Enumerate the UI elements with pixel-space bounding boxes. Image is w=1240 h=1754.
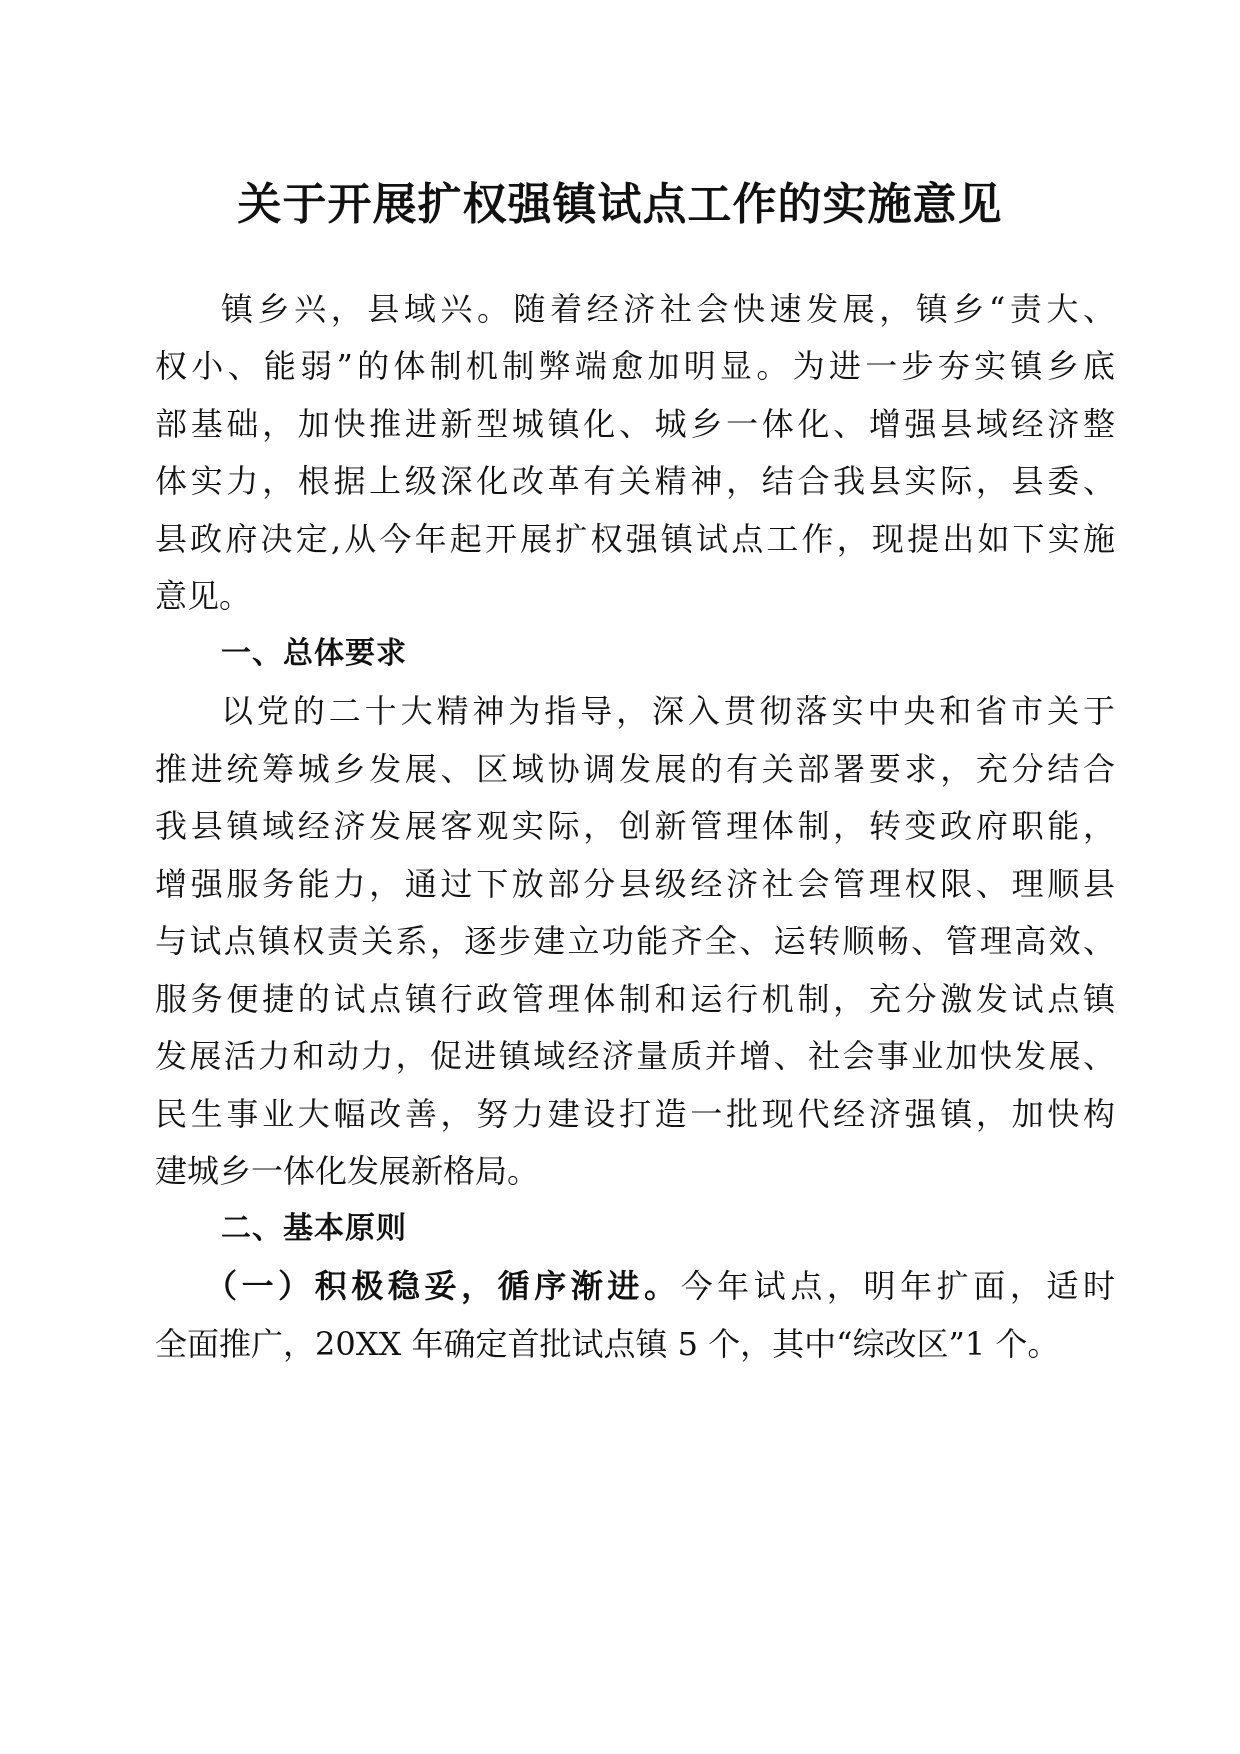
paragraph-line: 推进统筹城乡发展、区域协调发展的有关部署要求，充分结合 [155,750,1115,788]
section-heading: 二、基本原则 [221,1211,407,1246]
paragraph-line: 服务便捷的试点镇行政管理体制和运行机制，充分激发试点镇 [155,980,1115,1018]
paragraph-line: 以党的二十大精神为指导，深入贯彻落实中央和省市关于 [221,692,1115,730]
paragraph-line: 增强服务能力，通过下放部分县级经济社会管理权限、理顺县 [155,865,1115,903]
paragraph-line: 全面推广，20XX 年确定首批试点镇 5 个，其中“综改区”1 个。 [155,1325,1060,1363]
section-heading: 一、总体要求 [221,636,407,671]
paragraph-line: 体实力，根据上级深化改革有关精神，结合我县实际，县委、 [155,462,1115,500]
paragraph-line: 镇乡兴，县域兴。随着经济社会快速发展，镇乡“责大、 [221,290,1115,328]
paragraph-line: 与试点镇权责关系，逐步建立功能齐全、运转顺畅、管理高效、 [155,922,1115,960]
paragraph-line: 意见。 [155,577,252,615]
paragraph-line: 民生事业大幅改善，努力建设打造一批现代经济强镇，加快构 [155,1095,1115,1133]
principle-item-line [205,1264,1115,1308]
paragraph-line: 我县镇域经济发展客观实际，创新管理体制，转变政府职能， [155,807,1115,845]
principle-item-text: 今年试点，明年扩面，适时 [680,1267,1115,1305]
document-title: 关于开展扩权强镇试点工作的实施意见 [237,179,1003,230]
paragraph-line: 部基础，加快推进新型城镇化、城乡一体化、增强县域经济整 [155,405,1115,443]
paragraph-line: 县政府决定,从今年起开展扩权强镇试点工作，现提出如下实施 [155,520,1115,558]
principle-item-lead: （一）积极稳妥，循序渐进。 [205,1267,681,1305]
paragraph-line: 权小、能弱”的体制机制弊端愈加明显。为进一步夯实镇乡底 [155,347,1115,385]
paragraph-line: 发展活力和动力，促进镇域经济量质并增、社会事业加快发展、 [155,1037,1115,1075]
paragraph-line: 建城乡一体化发展新格局。 [155,1152,540,1190]
